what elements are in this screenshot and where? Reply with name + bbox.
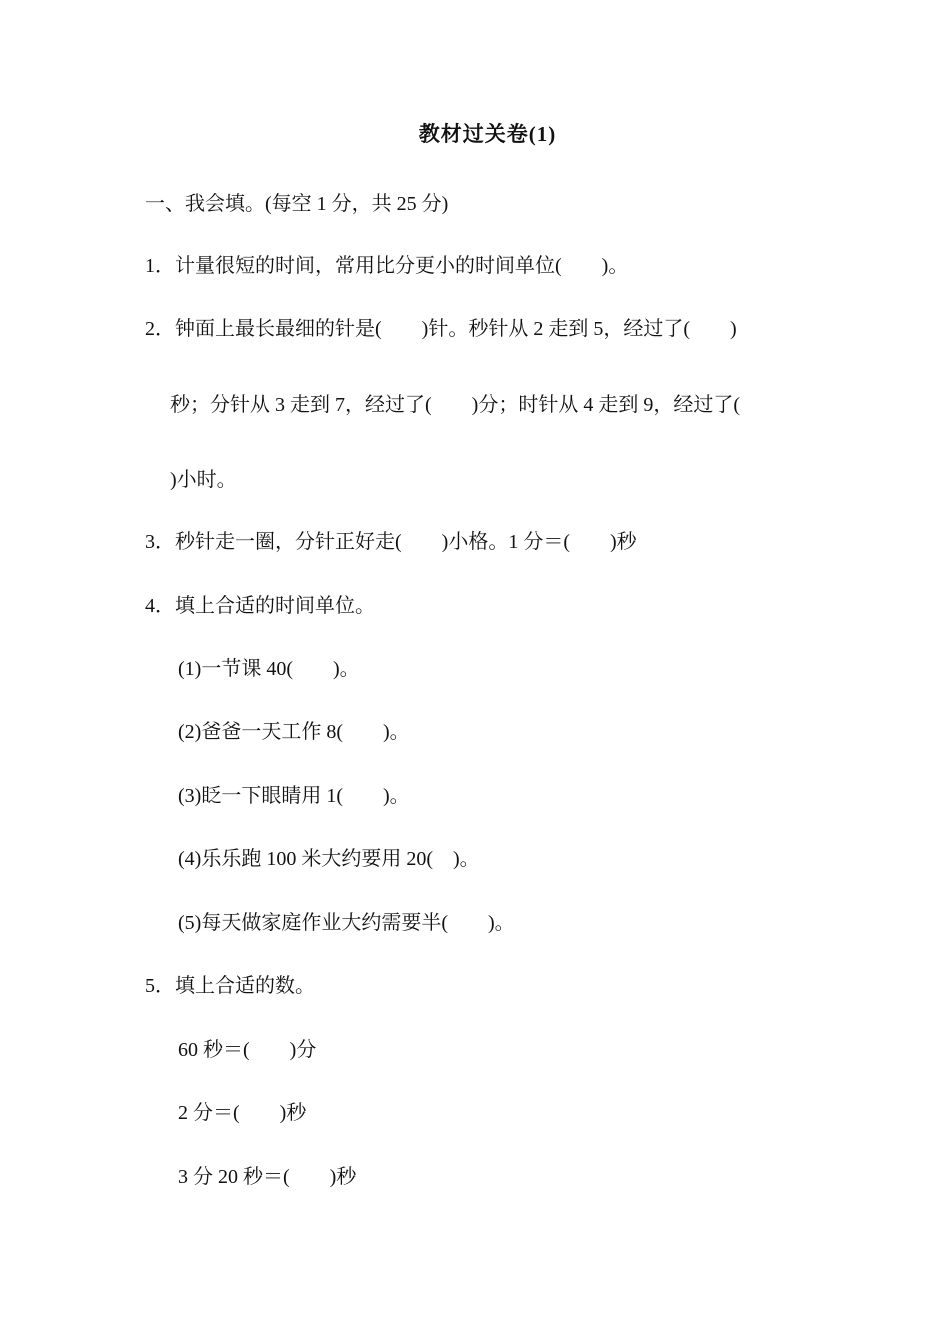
question-2-line-3: )小时。 (170, 469, 237, 491)
question-1: 1．计量很短的时间，常用比分更小的时间单位( )。 (145, 255, 629, 277)
question-4-item: (4)乐乐跑 100 米大约要用 20( )。 (178, 848, 480, 870)
question-5-item: 2 分＝( )秒 (178, 1102, 307, 1124)
question-5-stem: 5．填上合适的数。 (145, 975, 315, 997)
question-2-line-2: 秒；分针从 3 走到 7，经过了( )分；时针从 4 走到 9，经过了( (170, 394, 740, 416)
question-4-item: (2)爸爸一天工作 8( )。 (178, 721, 410, 743)
page-title: 教材过关卷(1) (418, 122, 557, 146)
question-4-item: (1)一节课 40( )。 (178, 658, 360, 680)
question-4-item: (5)每天做家庭作业大约需要半( )。 (178, 912, 515, 934)
question-4-stem: 4．填上合适的时间单位。 (145, 595, 375, 617)
question-2-line-1: 2．钟面上最长最细的针是( )针。秒针从 2 走到 5，经过了( ) (145, 318, 737, 340)
question-5-item: 3 分 20 秒＝( )秒 (178, 1166, 357, 1188)
section-heading: 一、我会填。(每空 1 分，共 25 分) (145, 193, 449, 215)
question-3: 3．秒针走一圈，分针正好走( )小格。1 分＝( )秒 (145, 531, 637, 553)
question-4-item: (3)眨一下眼睛用 1( )。 (178, 785, 410, 807)
question-5-item: 60 秒＝( )分 (178, 1039, 317, 1061)
